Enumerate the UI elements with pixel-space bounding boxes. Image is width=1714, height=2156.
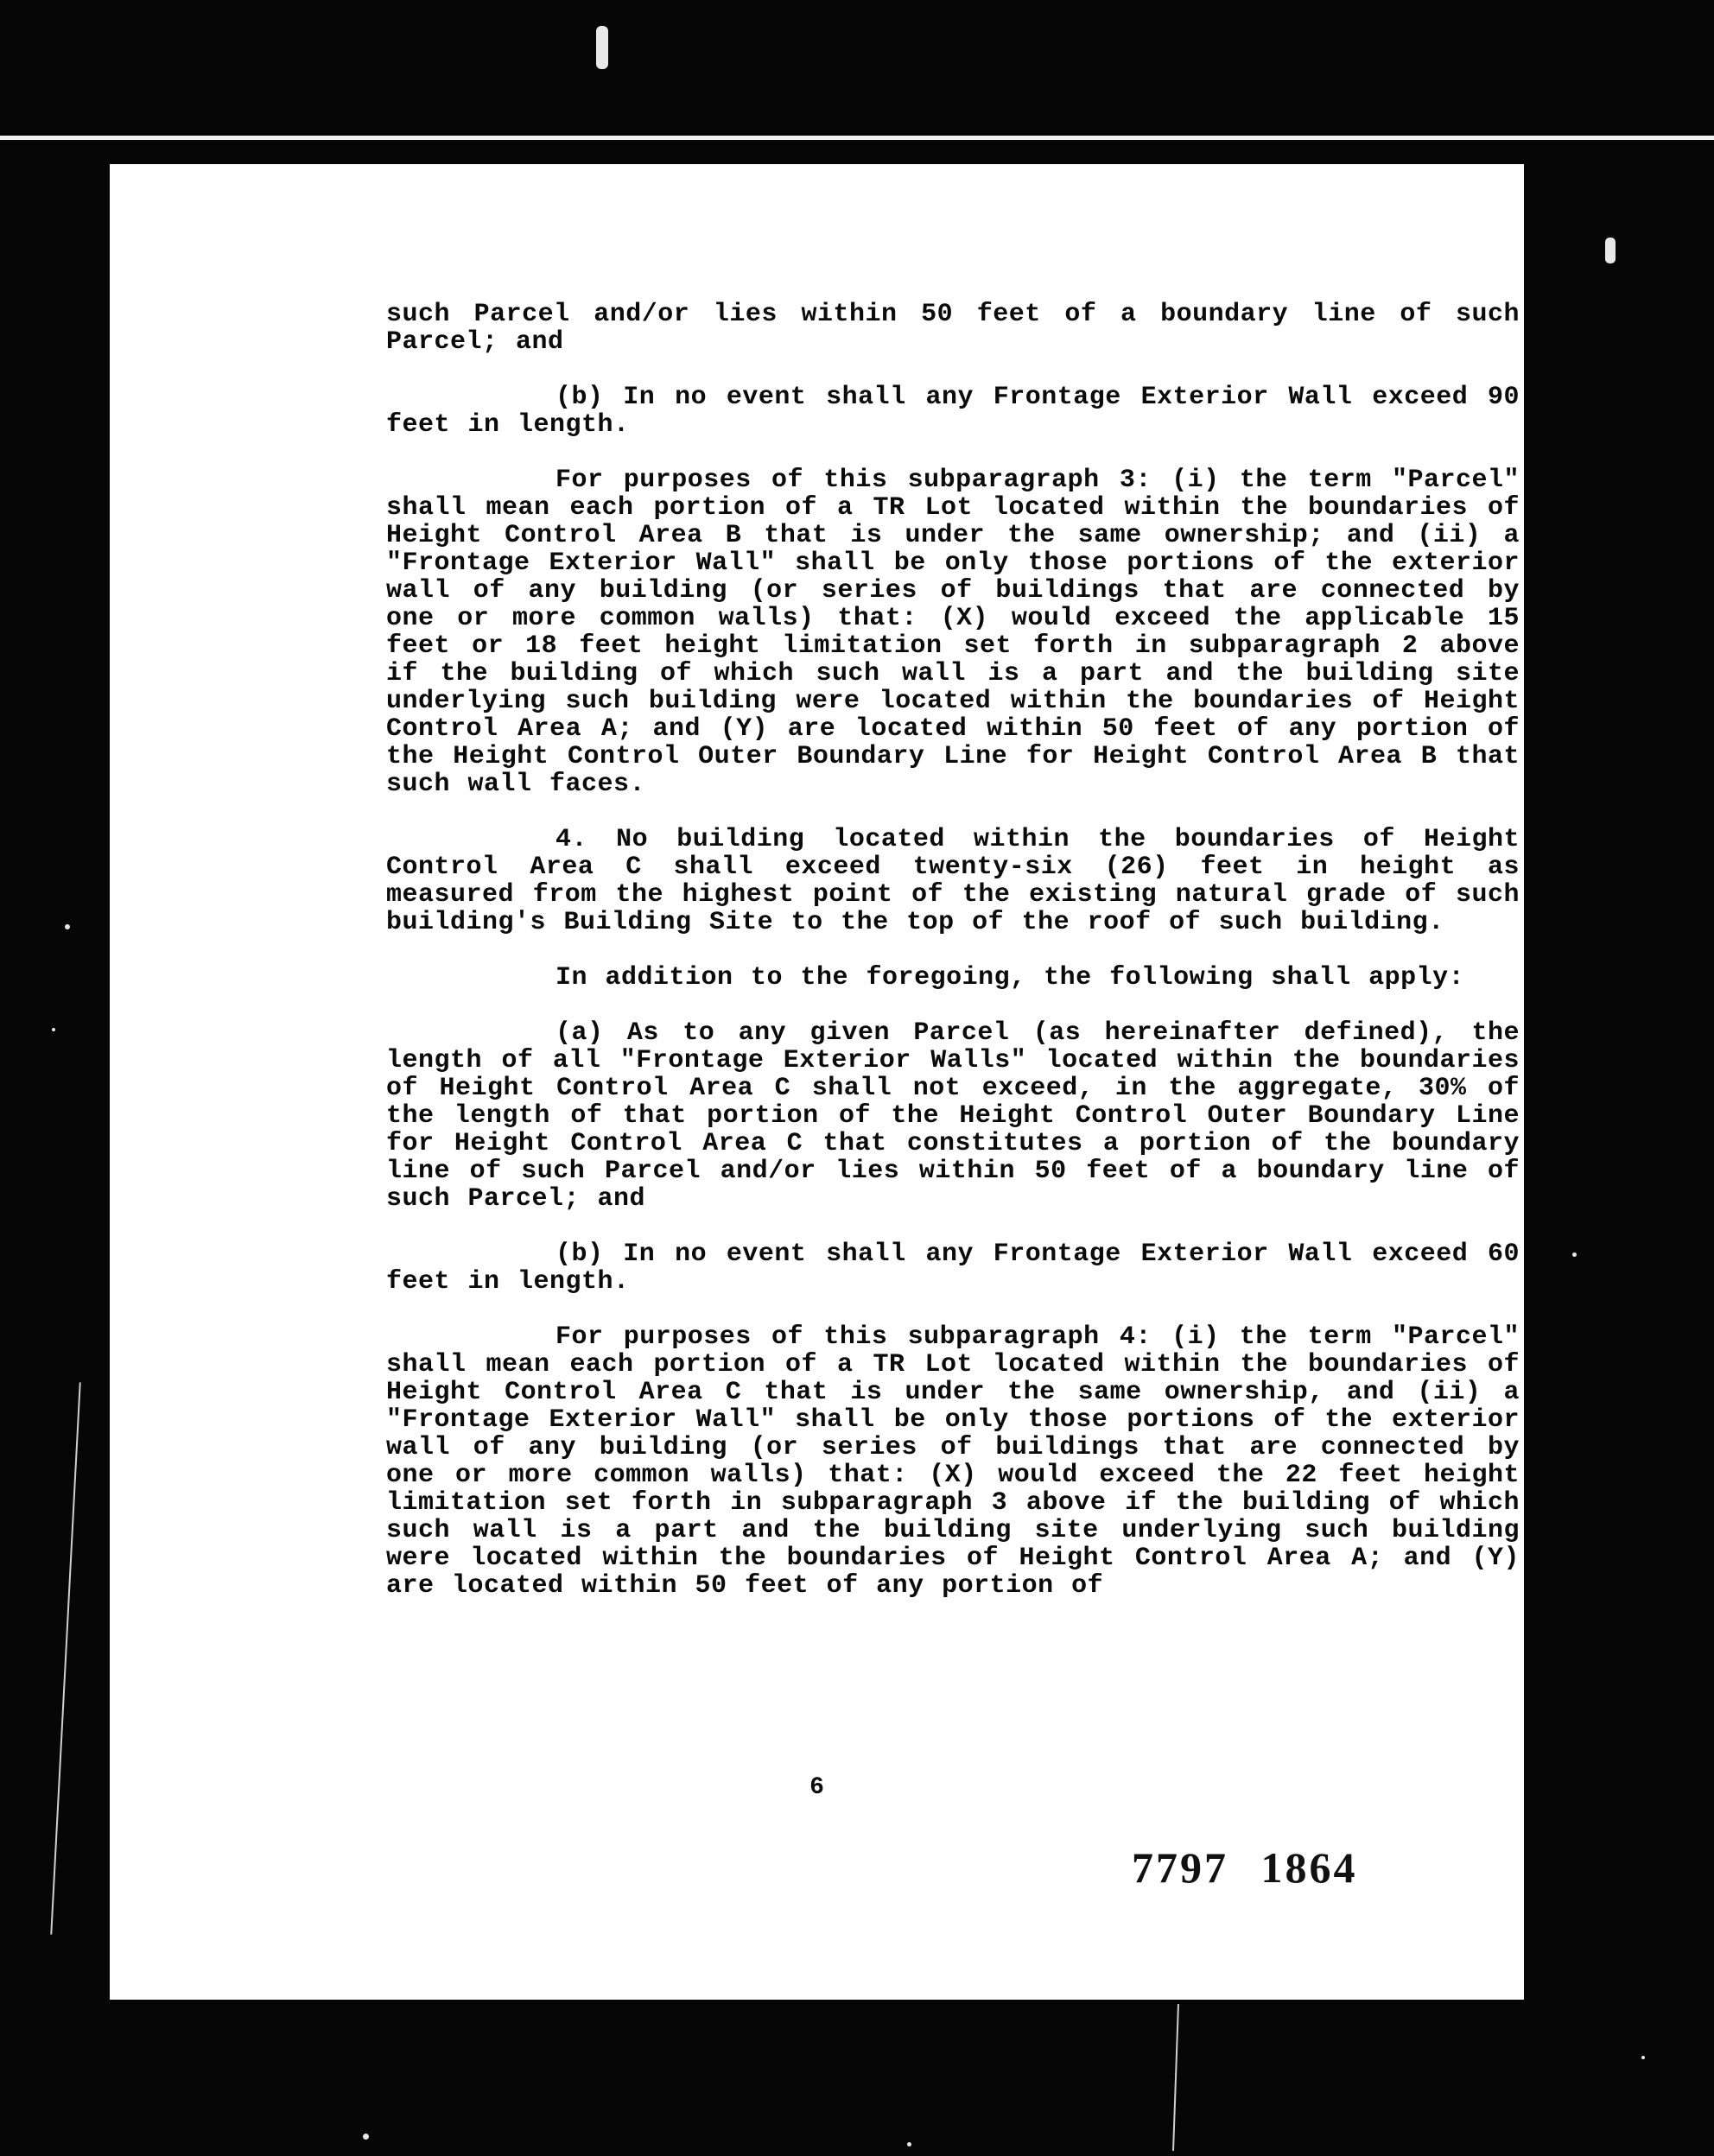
document-page bbox=[110, 164, 1524, 2000]
scan-artifact bbox=[363, 2134, 369, 2140]
scan-artifact bbox=[52, 1028, 55, 1031]
paragraph: For purposes of this subparagraph 4: (i) the term "Parcel" shall mean each portion of a TR Lot located within the boundaries of Height Control Area C that is under the same ownership, and (ii) a "Frontage Exterior Wall" shall be only those portions of the exterior wall of any building (or series of buildings that are connected by one or more common walls) that: (X) would exceed the 22 feet height limitation set forth in subparagraph 3 above if the building of which such wall is a part and the building site underlying such building were located within the boundaries of Height Control Area A; and (Y) are located within 50 feet of any portion of bbox=[386, 1322, 1520, 1601]
scan-artifact bbox=[1572, 1252, 1577, 1257]
paragraph: (a) As to any given Parcel (as hereinafter defined), the length of all "Frontage Exterior Walls" located within the boundaries of Height Control Area C shall not exceed, in the aggregate, 30% of the length of that portion of the Height Control Outer Boundary Line for Height Control Area C that constitutes a portion of the boundary line of such Parcel and/or lies within 50 feet of a boundary line of such Parcel; and bbox=[386, 1018, 1520, 1214]
document-body bbox=[386, 301, 1520, 1600]
scan-artifact bbox=[1172, 2004, 1179, 2151]
page-number: 6 bbox=[809, 1774, 824, 1801]
scan-artifact bbox=[1605, 238, 1616, 263]
scan-artifact bbox=[50, 1382, 80, 1934]
paragraph: (b) In no event shall any Frontage Exterior Wall exceed 60 feet in length. bbox=[386, 1240, 1520, 1297]
scan-artifact bbox=[907, 2142, 911, 2146]
paragraph: 4. No building located within the boundaries of Height Control Area C shall exceed twenty-six (26) feet in height as measured from the highest point of the existing natural grade of such building's Building Site to the top of the roof of such building. bbox=[386, 825, 1520, 937]
paragraph: (b) In no event shall any Frontage Exterior Wall exceed 90 feet in length. bbox=[386, 383, 1520, 440]
paragraph: In addition to the foregoing, the following shall apply: bbox=[555, 963, 1465, 992]
paragraph: such Parcel and/or lies within 50 feet of a boundary line of such Parcel; and bbox=[386, 300, 1520, 357]
scanner-edge-line bbox=[0, 136, 1714, 140]
scan-artifact bbox=[65, 924, 70, 929]
paragraph: For purposes of this subparagraph 3: (i) the term "Parcel" shall mean each portion of a TR Lot located within the boundaries of Height Control Area B that is under the same ownership; and (ii) a "Frontage Exterior Wall" shall be only those portions of the exterior wall of any building (or series of buildings that are connected by one or more common walls) that: (X) would exceed the applicable 15 feet or 18 feet height limitation set forth in subparagraph 2 above if the building of which such wall is a part and the building site underlying such building were located within the boundaries of Height Control Area A; and (Y) are located within 50 feet of any portion of the Height Control Outer Boundary Line for Height Control Area B that such wall faces. bbox=[386, 466, 1520, 799]
recording-number-stamp: 7797 1864 bbox=[1132, 1843, 1358, 1892]
scan-artifact bbox=[1641, 2056, 1645, 2059]
scan-artifact bbox=[596, 26, 608, 69]
